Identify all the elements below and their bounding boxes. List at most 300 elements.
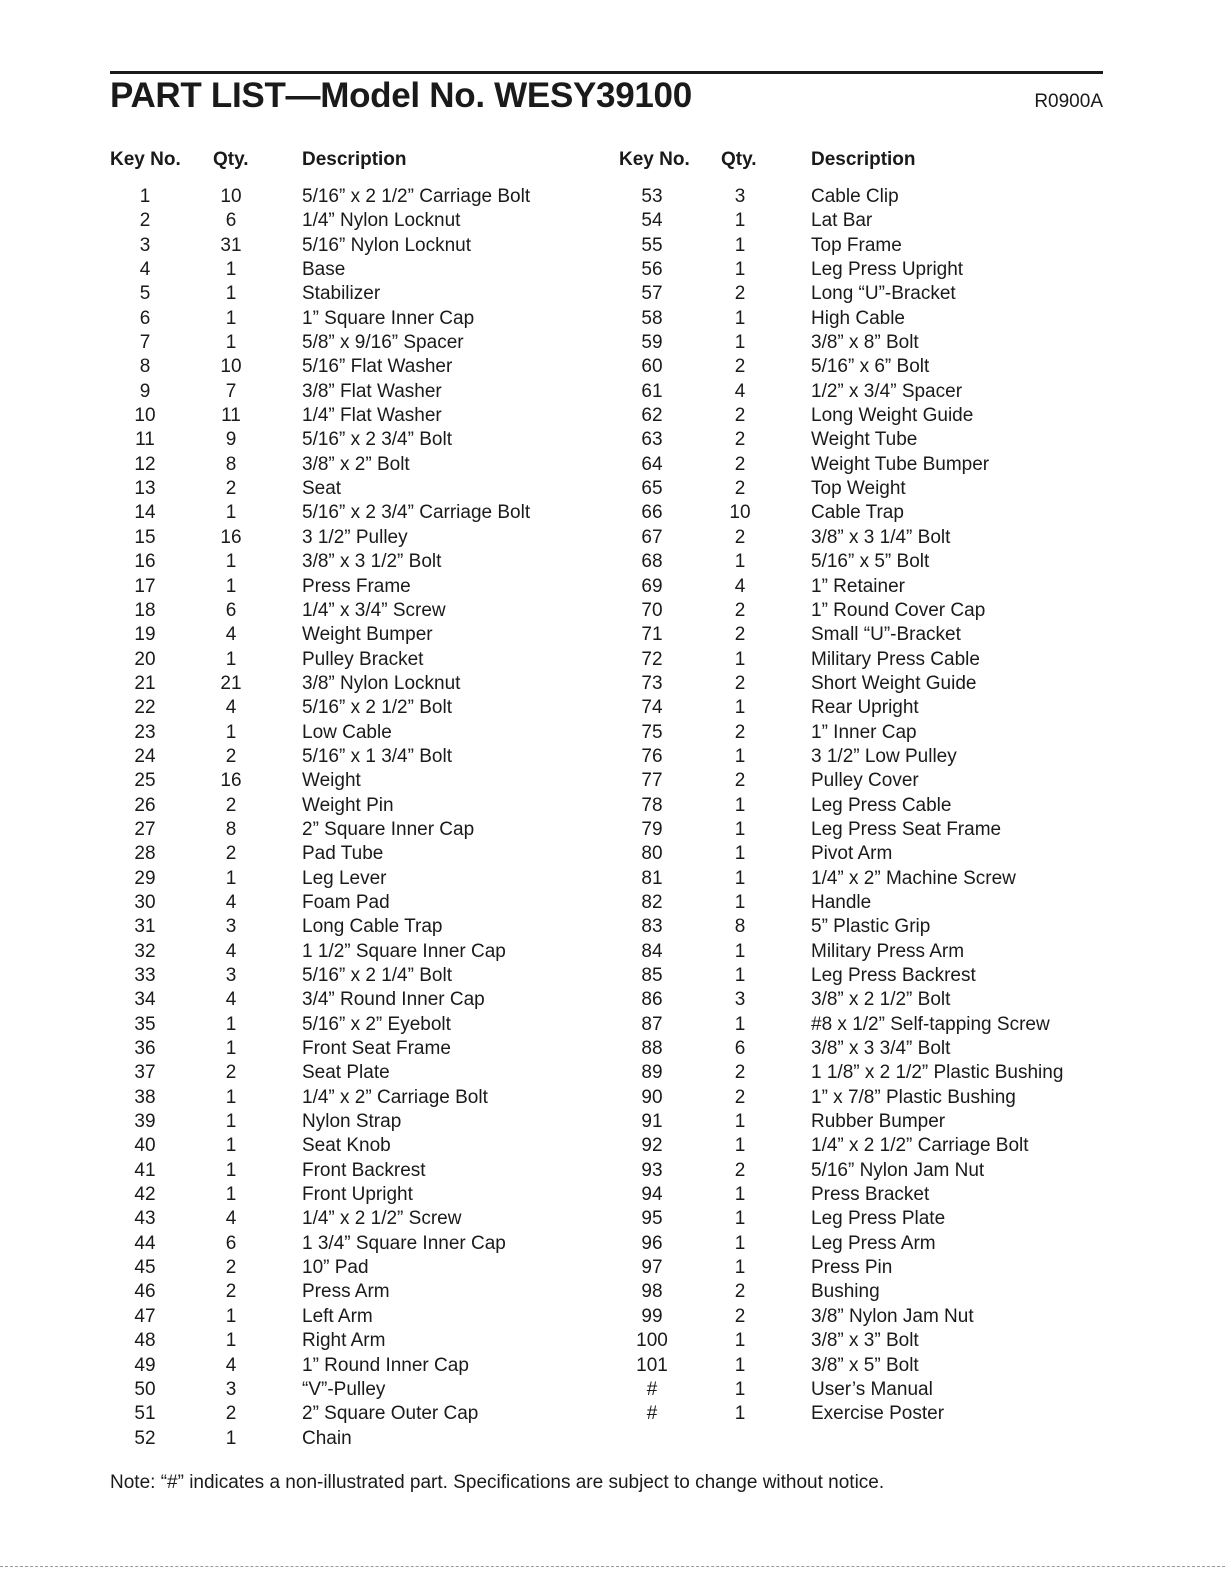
quantity: 2 — [734, 526, 746, 548]
table-row — [0, 769, 1225, 793]
part-description: 3 1/2” Low Pulley — [811, 745, 957, 767]
key-number: 61 — [641, 380, 663, 402]
part-description: Leg Lever — [302, 867, 387, 889]
quantity: 1 — [225, 721, 237, 743]
quantity: 1 — [225, 575, 237, 597]
quantity: 10 — [220, 186, 242, 207]
quantity: 4 — [225, 1354, 237, 1376]
quantity: 2 — [225, 843, 237, 865]
quantity: 1 — [734, 332, 746, 354]
quantity: 2 — [734, 429, 746, 451]
quantity: 2 — [734, 1305, 746, 1327]
header-description-right: Description — [811, 149, 916, 170]
table-row — [0, 1183, 1225, 1207]
key-number: 87 — [641, 1013, 663, 1035]
key-number: 55 — [641, 234, 663, 256]
key-number: 32 — [134, 940, 156, 962]
part-description: Leg Press Arm — [811, 1232, 936, 1254]
quantity: 1 — [734, 1184, 746, 1206]
part-description: Leg Press Seat Frame — [811, 818, 1002, 840]
quantity: 2 — [734, 283, 746, 305]
key-number: 86 — [641, 989, 663, 1011]
table-row — [0, 575, 1225, 599]
quantity: 4 — [225, 697, 237, 719]
part-description: 1/4” x 3/4” Screw — [302, 599, 446, 621]
key-number: 45 — [134, 1257, 156, 1279]
quantity: 9 — [225, 429, 237, 451]
key-number: 24 — [134, 745, 156, 767]
key-number: 2 — [139, 210, 151, 232]
quantity: 2 — [225, 1403, 237, 1425]
part-description: Press Frame — [302, 575, 411, 597]
table-row — [0, 794, 1225, 818]
key-number: 95 — [641, 1208, 663, 1230]
bottom-rule — [0, 1566, 1225, 1567]
quantity: 1 — [734, 965, 746, 986]
key-number: 40 — [134, 1135, 156, 1157]
table-row — [0, 842, 1225, 866]
part-description: Leg Press Upright — [811, 259, 964, 281]
part-description: Bushing — [811, 1281, 880, 1303]
key-number: 98 — [641, 1281, 663, 1303]
part-description: 1” Round Inner Cap — [302, 1354, 469, 1376]
key-number: 80 — [641, 843, 663, 865]
key-number: 8 — [139, 356, 151, 378]
part-description: 3/8” x 5” Bolt — [811, 1354, 919, 1376]
part-description: 5/16” x 2 3/4” Bolt — [302, 429, 452, 451]
key-number: 88 — [641, 1038, 663, 1060]
quantity: 4 — [225, 940, 237, 962]
key-number: 94 — [641, 1184, 663, 1206]
key-number: 26 — [134, 794, 156, 816]
quantity: 1 — [225, 551, 237, 573]
part-description: 5/16” Flat Washer — [302, 356, 453, 378]
key-number: 48 — [134, 1330, 156, 1352]
key-number: 76 — [641, 745, 663, 767]
quantity: 8 — [734, 916, 746, 938]
key-number: 19 — [134, 624, 156, 646]
key-number: 14 — [134, 502, 156, 524]
key-number: 77 — [641, 770, 663, 792]
key-number: 93 — [641, 1159, 663, 1181]
part-description: 1” x 7/8” Plastic Bushing — [811, 1086, 1016, 1108]
quantity: 1 — [734, 794, 746, 816]
quantity: 1 — [734, 1330, 746, 1352]
part-description: 1 1/8” x 2 1/2” Plastic Bushing — [811, 1062, 1064, 1084]
quantity: 2 — [734, 1086, 746, 1108]
part-description: 3/8” Flat Washer — [302, 380, 442, 402]
part-description: Press Pin — [811, 1257, 893, 1279]
part-description: Long “U”-Bracket — [811, 283, 956, 305]
key-number: 7 — [139, 332, 151, 354]
key-number: 33 — [134, 965, 156, 986]
key-number: 92 — [641, 1135, 663, 1157]
table-row — [0, 282, 1225, 306]
key-number: 41 — [134, 1159, 156, 1181]
table-row — [0, 1402, 1225, 1426]
quantity: 2 — [734, 453, 746, 475]
part-description: “V”-Pulley — [302, 1378, 386, 1400]
key-number: 82 — [641, 891, 663, 913]
table-row — [0, 818, 1225, 842]
quantity: 1 — [225, 1111, 237, 1133]
quantity: 2 — [734, 624, 746, 646]
table-row — [0, 964, 1225, 988]
key-number: 70 — [641, 599, 663, 621]
table-row — [0, 1037, 1225, 1061]
key-number: 43 — [134, 1208, 156, 1230]
table-row — [0, 1329, 1225, 1353]
quantity: 1 — [734, 745, 746, 767]
quantity: 1 — [225, 332, 237, 354]
header-qty-left: Qty. — [213, 149, 249, 170]
quantity: 1 — [734, 818, 746, 840]
quantity: 8 — [225, 453, 237, 475]
table-row — [0, 1378, 1225, 1402]
table-row — [0, 453, 1225, 477]
key-number: 17 — [134, 575, 156, 597]
quantity: 4 — [734, 380, 746, 402]
quantity: 1 — [225, 867, 237, 889]
part-description: Press Bracket — [811, 1184, 930, 1206]
key-number: 18 — [134, 599, 156, 621]
table-row — [0, 501, 1225, 525]
key-number: 23 — [134, 721, 156, 743]
part-description: Weight Bumper — [302, 624, 433, 646]
table-row — [0, 1256, 1225, 1280]
quantity: 21 — [220, 672, 242, 694]
part-description: 1 3/4” Square Inner Cap — [302, 1232, 506, 1254]
key-number: 10 — [134, 405, 156, 427]
part-description: Weight Tube Bumper — [811, 453, 990, 475]
key-number: 38 — [134, 1086, 156, 1108]
header-qty-right: Qty. — [721, 149, 757, 170]
key-number: 97 — [641, 1257, 663, 1279]
part-description: Weight Pin — [302, 794, 394, 816]
quantity: 1 — [225, 1184, 237, 1206]
table-row — [0, 891, 1225, 915]
key-number: 47 — [134, 1305, 156, 1327]
part-description: Cable Trap — [811, 502, 904, 524]
quantity: 4 — [225, 1208, 237, 1230]
part-description: 5/8” x 9/16” Spacer — [302, 332, 464, 354]
part-description: 5/16” x 2 3/4” Carriage Bolt — [302, 502, 531, 524]
part-description: 1” Inner Cap — [811, 721, 917, 743]
quantity: 1 — [734, 259, 746, 281]
table-row — [0, 1207, 1225, 1231]
key-number: 28 — [134, 843, 156, 865]
quantity: 1 — [734, 891, 746, 913]
header-key-no-left: Key No. — [110, 149, 181, 170]
key-number: 37 — [134, 1062, 156, 1084]
quantity: 2 — [734, 356, 746, 378]
table-row — [0, 1280, 1225, 1304]
parts-table-right — [0, 185, 1225, 1427]
part-description: 3/8” Nylon Jam Nut — [811, 1305, 974, 1327]
quantity: 4 — [225, 891, 237, 913]
part-description: 5/16” Nylon Jam Nut — [811, 1159, 985, 1181]
key-number: 99 — [641, 1305, 663, 1327]
quantity: 4 — [734, 575, 746, 597]
key-number: 78 — [641, 794, 663, 816]
part-description: Pivot Arm — [811, 843, 893, 865]
key-number: 91 — [641, 1111, 663, 1133]
table-row — [0, 428, 1225, 452]
quantity: 2 — [225, 745, 237, 767]
key-number: # — [646, 1403, 658, 1425]
quantity: 3 — [734, 989, 746, 1011]
part-description: 1” Round Cover Cap — [811, 599, 986, 621]
part-description: 10” Pad — [302, 1257, 369, 1279]
key-number: 49 — [134, 1354, 156, 1376]
key-number: 44 — [134, 1232, 156, 1254]
quantity: 6 — [225, 599, 237, 621]
key-number: 83 — [641, 916, 663, 938]
quantity: 1 — [734, 1354, 746, 1376]
quantity: 2 — [734, 599, 746, 621]
part-description: 1/4” Nylon Locknut — [302, 210, 461, 232]
table-row — [0, 599, 1225, 623]
part-description: 1” Square Inner Cap — [302, 307, 475, 329]
part-description: Seat — [302, 478, 342, 500]
part-description: Small “U”-Bracket — [811, 624, 961, 646]
quantity: 2 — [734, 1062, 746, 1084]
part-description: Leg Press Plate — [811, 1208, 946, 1230]
part-description: 5/16” x 5” Bolt — [811, 551, 930, 573]
key-number: 50 — [134, 1378, 156, 1400]
table-row — [0, 648, 1225, 672]
quantity: 1 — [734, 1232, 746, 1254]
quantity: 10 — [729, 502, 751, 524]
table-row — [0, 988, 1225, 1012]
quantity: 2 — [734, 405, 746, 427]
key-number: 39 — [134, 1111, 156, 1133]
part-description: Front Backrest — [302, 1159, 426, 1181]
part-description: 3/8” x 3 1/4” Bolt — [811, 526, 951, 548]
part-description: Front Upright — [302, 1184, 413, 1206]
table-row — [0, 404, 1225, 428]
key-number: 74 — [641, 697, 663, 719]
part-description: 3/4” Round Inner Cap — [302, 989, 485, 1011]
part-description: Cable Clip — [811, 186, 899, 207]
key-number: 65 — [641, 478, 663, 500]
key-number: 75 — [641, 721, 663, 743]
key-number: 53 — [641, 186, 663, 207]
part-description: Exercise Poster — [811, 1403, 945, 1425]
quantity: 1 — [734, 551, 746, 573]
key-number: 96 — [641, 1232, 663, 1254]
quantity: 1 — [734, 843, 746, 865]
quantity: 10 — [220, 356, 242, 378]
part-description: Front Seat Frame — [302, 1038, 451, 1060]
part-description: Base — [302, 259, 346, 281]
quantity: 2 — [734, 770, 746, 792]
quantity: 6 — [225, 210, 237, 232]
part-description: 3/8” x 3 3/4” Bolt — [811, 1038, 951, 1060]
quantity: 1 — [225, 502, 237, 524]
part-description: Short Weight Guide — [811, 672, 977, 694]
quantity: 2 — [225, 478, 237, 500]
table-row — [0, 915, 1225, 939]
key-number: 66 — [641, 502, 663, 524]
key-number: 36 — [134, 1038, 156, 1060]
quantity: 11 — [221, 405, 241, 427]
part-description: 1 1/2” Square Inner Cap — [302, 940, 506, 962]
part-description: 5/16” Nylon Locknut — [302, 234, 471, 256]
key-number: 4 — [139, 259, 151, 281]
part-description: 3/8” x 3” Bolt — [811, 1330, 919, 1352]
part-description: 1/2” x 3/4” Spacer — [811, 380, 963, 402]
part-description: Rubber Bumper — [811, 1111, 946, 1133]
quantity: 1 — [225, 1330, 237, 1352]
part-description: 1/4” x 2 1/2” Screw — [302, 1208, 462, 1230]
quantity: 3 — [734, 186, 746, 207]
key-number: 16 — [134, 551, 156, 573]
part-description: Long Cable Trap — [302, 916, 443, 938]
part-description: Press Arm — [302, 1281, 390, 1303]
key-number: 69 — [641, 575, 663, 597]
part-description: 3/8” Nylon Locknut — [302, 672, 461, 694]
quantity: 8 — [225, 818, 237, 840]
key-number: 30 — [134, 891, 156, 913]
quantity: 2 — [734, 478, 746, 500]
quantity: 1 — [734, 648, 746, 670]
header-description-left: Description — [302, 149, 407, 170]
key-number: 100 — [636, 1330, 668, 1352]
table-row — [0, 1013, 1225, 1037]
key-number: 27 — [134, 818, 156, 840]
document-code: R0900A — [1034, 91, 1103, 112]
quantity: 4 — [225, 989, 237, 1011]
quantity: 7 — [225, 380, 237, 402]
key-number: 57 — [641, 283, 663, 305]
key-number: 31 — [134, 916, 156, 938]
part-description: 2” Square Inner Cap — [302, 818, 475, 840]
key-number: 71 — [641, 624, 663, 646]
quantity: 4 — [225, 624, 237, 646]
key-number: 62 — [641, 405, 663, 427]
part-description: Rear Upright — [811, 697, 919, 719]
part-description: Leg Press Backrest — [811, 965, 976, 986]
part-description: Pulley Cover — [811, 770, 919, 792]
part-description: Foam Pad — [302, 891, 390, 913]
quantity: 1 — [225, 648, 237, 670]
part-description: 1” Retainer — [811, 575, 905, 597]
key-number: 79 — [641, 818, 663, 840]
part-description: 5/16” x 6” Bolt — [811, 356, 930, 378]
table-row — [0, 1354, 1225, 1378]
part-description: Military Press Arm — [811, 940, 965, 962]
table-row — [0, 1110, 1225, 1134]
page-title: PART LIST—Model No. WESY39100 — [110, 76, 692, 115]
part-description: Right Arm — [302, 1330, 386, 1352]
quantity: 1 — [225, 283, 237, 305]
quantity: 16 — [220, 526, 242, 548]
key-number: 72 — [641, 648, 663, 670]
quantity: 1 — [734, 1135, 746, 1157]
key-number: 46 — [134, 1281, 156, 1303]
quantity: 1 — [225, 1427, 237, 1449]
table-row — [0, 1134, 1225, 1158]
key-number: 5 — [139, 283, 151, 305]
key-number: 54 — [641, 210, 663, 232]
part-description: 3 1/2” Pulley — [302, 526, 408, 548]
table-row — [0, 380, 1225, 404]
part-description: 3/8” x 8” Bolt — [811, 332, 919, 354]
key-number: 34 — [134, 989, 156, 1011]
part-description: 5/16” x 2 1/2” Bolt — [302, 697, 452, 719]
table-row — [0, 721, 1225, 745]
key-number: 58 — [641, 307, 663, 329]
table-row — [0, 1305, 1225, 1329]
part-description: Seat Knob — [302, 1135, 391, 1157]
quantity: 2 — [225, 794, 237, 816]
quantity: 2 — [734, 721, 746, 743]
key-number: 64 — [641, 453, 663, 475]
quantity: 1 — [734, 1257, 746, 1279]
table-row — [0, 209, 1225, 233]
table-row — [0, 940, 1225, 964]
key-number: 22 — [134, 697, 156, 719]
table-row — [0, 258, 1225, 282]
part-description: Seat Plate — [302, 1062, 390, 1084]
part-description: Weight Tube — [811, 429, 918, 451]
part-description: 1/4” x 2 1/2” Carriage Bolt — [811, 1135, 1029, 1157]
key-number: 63 — [641, 429, 663, 451]
key-number: 13 — [134, 478, 156, 500]
quantity: 1 — [734, 307, 746, 329]
key-number: 56 — [641, 259, 663, 281]
quantity: 1 — [734, 697, 746, 719]
part-description: Low Cable — [302, 721, 392, 743]
key-number: 101 — [636, 1354, 668, 1376]
key-number: 67 — [641, 526, 663, 548]
quantity: 3 — [225, 965, 237, 986]
key-number: 29 — [134, 867, 156, 889]
quantity: 1 — [225, 259, 237, 281]
quantity: 1 — [225, 307, 237, 329]
quantity: 6 — [734, 1038, 746, 1060]
part-description: 1/4” x 2” Machine Screw — [811, 867, 1016, 889]
quantity: 1 — [225, 1013, 237, 1035]
part-description: 5/16” x 2 1/2” Carriage Bolt — [302, 186, 531, 207]
footnote: Note: “#” indicates a non-illustrated part. Specifications are subject to change without notice. — [110, 1472, 885, 1493]
quantity: 2 — [734, 672, 746, 694]
quantity: 2 — [225, 1281, 237, 1303]
part-description: Left Arm — [302, 1305, 373, 1327]
quantity: 1 — [734, 867, 746, 889]
table-row — [0, 550, 1225, 574]
quantity: 1 — [225, 1305, 237, 1327]
part-description: 5/16” x 1 3/4” Bolt — [302, 745, 452, 767]
table-row — [0, 307, 1225, 331]
table-row — [0, 672, 1225, 696]
key-number: 25 — [134, 770, 156, 792]
key-number: 51 — [134, 1403, 156, 1425]
table-row — [0, 867, 1225, 891]
part-description: Top Frame — [811, 234, 902, 256]
key-number: 1 — [139, 186, 151, 207]
part-description: 3/8” x 2” Bolt — [302, 453, 410, 475]
key-number: 52 — [134, 1427, 156, 1449]
table-row — [0, 185, 1225, 209]
part-description: User’s Manual — [811, 1378, 933, 1400]
quantity: 1 — [225, 1159, 237, 1181]
quantity: 1 — [734, 234, 746, 256]
part-description: Handle — [811, 891, 872, 913]
quantity: 1 — [734, 1403, 746, 1425]
key-number: 9 — [139, 380, 151, 402]
